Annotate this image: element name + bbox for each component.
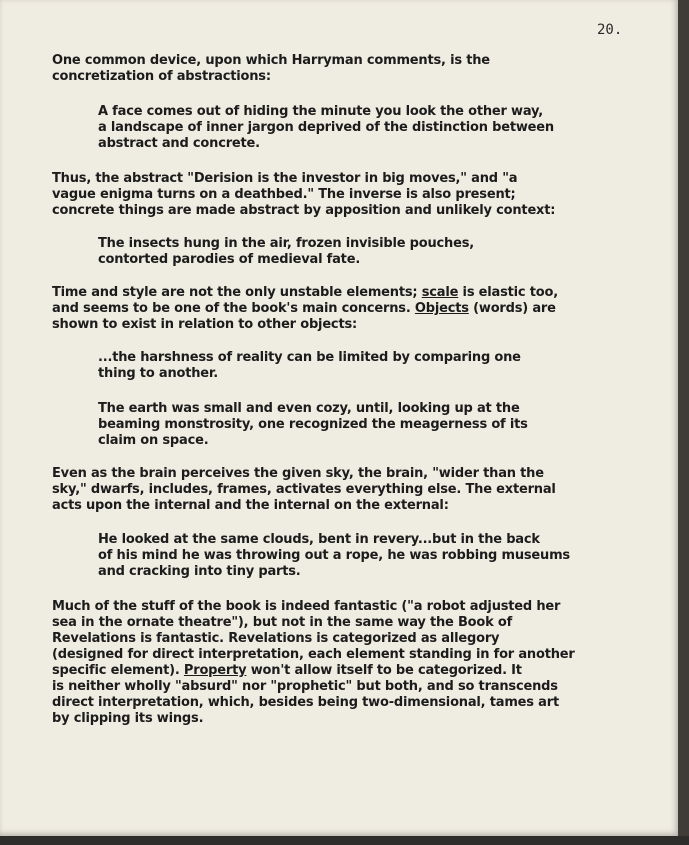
page-bottom-edge (0, 836, 689, 845)
text-line (52, 285, 558, 301)
text-line: of his mind he was throwing out a rope, he was robbing museums (98, 548, 570, 563)
text-line: He looked at the same clouds, bent in revery...but in the back (98, 532, 540, 547)
paragraph-scale (52, 285, 558, 333)
text-segment: (words) are (468, 301, 556, 316)
underlined-word-scale: scale (421, 285, 459, 300)
text-line: a landscape of inner jargon deprived of the distinction between (98, 120, 554, 135)
text-line: concrete things are made abstract by apposition and unlikely context: (52, 203, 556, 218)
text-line: shown to exist in relation to other objects: (52, 317, 357, 332)
paragraph-fantastic (52, 599, 575, 727)
text-line: is neither wholly "absurd" nor "prophetic" but both, and so transcends (52, 679, 558, 694)
text-line (52, 663, 575, 679)
text-line (52, 301, 558, 317)
text-segment: won't allow itself to be categorized. It (246, 663, 522, 678)
text-line: Much of the stuff of the book is indeed fantastic ("a robot adjusted her (52, 599, 561, 614)
paragraph-abstract (52, 171, 555, 219)
text-segment: Time and style are not the only unstable elements; (52, 285, 422, 300)
block-quote-earth (98, 401, 528, 449)
text-line: vague enigma turns on a deathbed." The inverse is also present; (52, 187, 516, 202)
bleed-through-text (120, 40, 124, 54)
page-right-edge (678, 0, 689, 845)
text-segment: and seems to be one of the book's main concerns. (52, 301, 415, 316)
paragraph-brain (52, 466, 556, 514)
text-segment: is elastic too, (458, 285, 558, 300)
text-line: One common device, upon which Harryman comments, is the (52, 53, 490, 68)
block-quote-clouds (98, 532, 570, 580)
text-line: by clipping its wings. (52, 711, 204, 726)
text-line: A face comes out of hiding the minute you look the other way, (98, 104, 544, 119)
text-line: acts upon the internal and the internal on the external: (52, 498, 449, 513)
block-quote-insects (98, 236, 474, 268)
block-quote-harshness (98, 350, 521, 382)
text-line: The insects hung in the air, frozen invisible pouches, (98, 236, 475, 251)
text-line: Thus, the abstract "Derision is the investor in big moves," and "a (52, 171, 518, 186)
text-line: claim on space. (98, 433, 209, 448)
text-line: Revelations is fantastic. Revelations is categorized as allegory (52, 631, 500, 646)
text-line: and cracking into tiny parts. (98, 564, 301, 579)
text-line: Even as the brain perceives the given sky, the brain, "wider than the (52, 466, 544, 481)
page-number: 20. (597, 22, 623, 38)
text-line: contorted parodies of medieval fate. (98, 252, 361, 267)
text-line: (designed for direct interpretation, each element standing in for another (52, 647, 575, 662)
text-line: ...the harshness of reality can be limited by comparing one (98, 350, 521, 365)
text-line: thing to another. (98, 366, 219, 381)
underlined-word-property: Property (183, 663, 247, 678)
underlined-word-objects: Objects (414, 301, 469, 316)
text-segment: specific element). (52, 663, 184, 678)
text-line: beaming monstrosity, one recognized the meagerness of its (98, 417, 528, 432)
text-line: The earth was small and even cozy, until, looking up at the (98, 401, 520, 416)
block-quote-face (98, 104, 554, 152)
text-line: concretization of abstractions: (52, 69, 271, 84)
text-line: sea in the ornate theatre"), but not in the same way the Book of (52, 615, 513, 630)
text-line: sky," dwarfs, includes, frames, activates everything else. The external (52, 482, 556, 497)
text-line: direct interpretation, which, besides being two-dimensional, tames art (52, 695, 559, 710)
paragraph-intro (52, 53, 490, 85)
text-line: abstract and concrete. (98, 136, 260, 151)
